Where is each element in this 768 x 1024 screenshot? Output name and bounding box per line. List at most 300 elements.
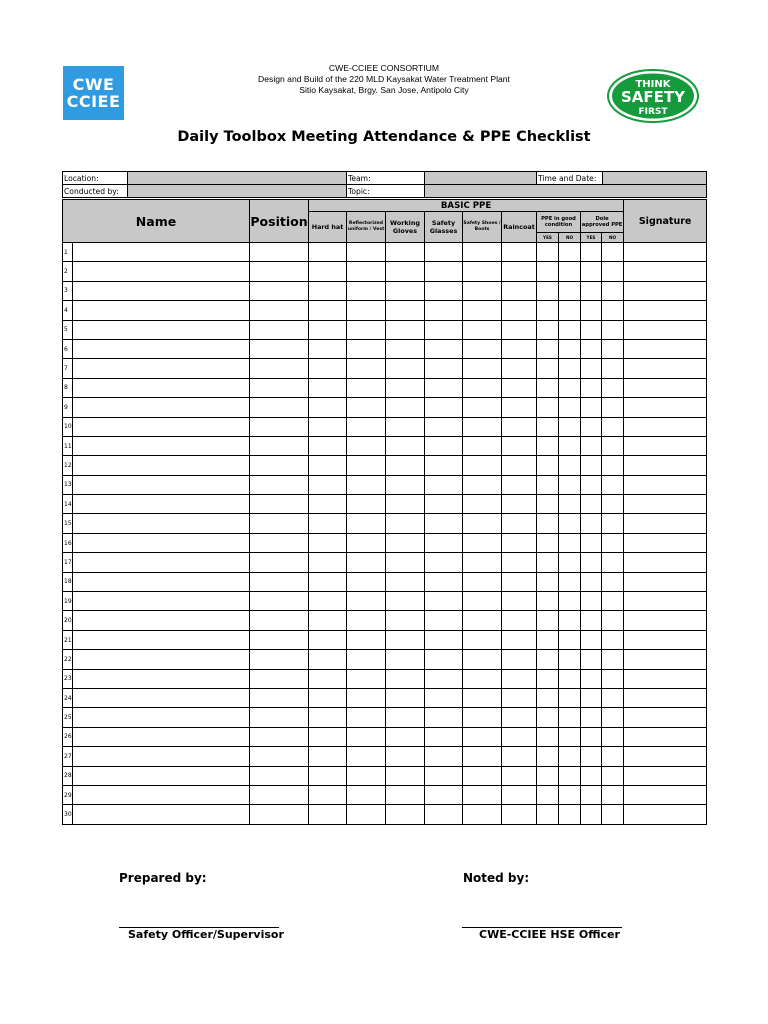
signature-cell[interactable] — [624, 766, 707, 785]
safety-glasses-cell[interactable] — [425, 359, 463, 378]
raincoat-cell[interactable] — [502, 688, 537, 707]
hard-hat-cell[interactable] — [309, 417, 347, 436]
hard-hat-cell[interactable] — [309, 611, 347, 630]
name-cell[interactable] — [73, 301, 250, 320]
position-cell[interactable] — [250, 475, 309, 494]
name-cell[interactable] — [73, 262, 250, 281]
safety-shoes-cell[interactable] — [463, 553, 502, 572]
approved-yes-cell[interactable] — [581, 281, 602, 300]
hard-hat-cell[interactable] — [309, 747, 347, 766]
approved-no-cell[interactable] — [602, 708, 624, 727]
reflectorized-cell[interactable] — [347, 688, 386, 707]
good-condition-no-cell[interactable] — [559, 378, 581, 397]
safety-glasses-cell[interactable] — [425, 398, 463, 417]
safety-shoes-cell[interactable] — [463, 378, 502, 397]
approved-no-cell[interactable] — [602, 650, 624, 669]
position-cell[interactable] — [250, 592, 309, 611]
approved-yes-cell[interactable] — [581, 650, 602, 669]
good-condition-no-cell[interactable] — [559, 359, 581, 378]
working-gloves-cell[interactable] — [386, 436, 425, 455]
position-cell[interactable] — [250, 417, 309, 436]
safety-shoes-cell[interactable] — [463, 262, 502, 281]
raincoat-cell[interactable] — [502, 630, 537, 649]
position-cell[interactable] — [250, 611, 309, 630]
approved-yes-cell[interactable] — [581, 553, 602, 572]
safety-glasses-cell[interactable] — [425, 475, 463, 494]
hard-hat-cell[interactable] — [309, 262, 347, 281]
hard-hat-cell[interactable] — [309, 630, 347, 649]
safety-glasses-cell[interactable] — [425, 378, 463, 397]
position-cell[interactable] — [250, 262, 309, 281]
approved-no-cell[interactable] — [602, 785, 624, 804]
approved-no-cell[interactable] — [602, 553, 624, 572]
safety-shoes-cell[interactable] — [463, 785, 502, 804]
working-gloves-cell[interactable] — [386, 572, 425, 591]
reflectorized-cell[interactable] — [347, 456, 386, 475]
good-condition-no-cell[interactable] — [559, 553, 581, 572]
position-cell[interactable] — [250, 669, 309, 688]
approved-yes-cell[interactable] — [581, 708, 602, 727]
name-cell[interactable] — [73, 747, 250, 766]
location-field[interactable] — [128, 172, 347, 185]
hard-hat-cell[interactable] — [309, 553, 347, 572]
good-condition-yes-cell[interactable] — [537, 514, 559, 533]
good-condition-no-cell[interactable] — [559, 495, 581, 514]
signature-cell[interactable] — [624, 747, 707, 766]
approved-no-cell[interactable] — [602, 611, 624, 630]
name-cell[interactable] — [73, 436, 250, 455]
approved-yes-cell[interactable] — [581, 262, 602, 281]
safety-shoes-cell[interactable] — [463, 475, 502, 494]
signature-cell[interactable] — [624, 592, 707, 611]
raincoat-cell[interactable] — [502, 533, 537, 552]
hard-hat-cell[interactable] — [309, 533, 347, 552]
hard-hat-cell[interactable] — [309, 650, 347, 669]
hard-hat-cell[interactable] — [309, 359, 347, 378]
working-gloves-cell[interactable] — [386, 766, 425, 785]
good-condition-yes-cell[interactable] — [537, 688, 559, 707]
hard-hat-cell[interactable] — [309, 669, 347, 688]
signature-cell[interactable] — [624, 320, 707, 339]
position-cell[interactable] — [250, 708, 309, 727]
safety-shoes-cell[interactable] — [463, 747, 502, 766]
working-gloves-cell[interactable] — [386, 747, 425, 766]
approved-yes-cell[interactable] — [581, 339, 602, 358]
working-gloves-cell[interactable] — [386, 243, 425, 262]
signature-cell[interactable] — [624, 339, 707, 358]
signature-cell[interactable] — [624, 630, 707, 649]
safety-glasses-cell[interactable] — [425, 785, 463, 804]
name-cell[interactable] — [73, 785, 250, 804]
reflectorized-cell[interactable] — [347, 378, 386, 397]
good-condition-yes-cell[interactable] — [537, 650, 559, 669]
safety-shoes-cell[interactable] — [463, 398, 502, 417]
good-condition-yes-cell[interactable] — [537, 475, 559, 494]
working-gloves-cell[interactable] — [386, 785, 425, 804]
name-cell[interactable] — [73, 669, 250, 688]
reflectorized-cell[interactable] — [347, 301, 386, 320]
position-cell[interactable] — [250, 688, 309, 707]
hard-hat-cell[interactable] — [309, 572, 347, 591]
name-cell[interactable] — [73, 339, 250, 358]
position-cell[interactable] — [250, 320, 309, 339]
reflectorized-cell[interactable] — [347, 611, 386, 630]
raincoat-cell[interactable] — [502, 359, 537, 378]
reflectorized-cell[interactable] — [347, 281, 386, 300]
good-condition-no-cell[interactable] — [559, 572, 581, 591]
position-cell[interactable] — [250, 533, 309, 552]
signature-cell[interactable] — [624, 456, 707, 475]
good-condition-yes-cell[interactable] — [537, 339, 559, 358]
good-condition-yes-cell[interactable] — [537, 553, 559, 572]
hard-hat-cell[interactable] — [309, 436, 347, 455]
position-cell[interactable] — [250, 339, 309, 358]
good-condition-yes-cell[interactable] — [537, 805, 559, 824]
good-condition-no-cell[interactable] — [559, 766, 581, 785]
good-condition-no-cell[interactable] — [559, 262, 581, 281]
good-condition-yes-cell[interactable] — [537, 417, 559, 436]
name-cell[interactable] — [73, 281, 250, 300]
approved-yes-cell[interactable] — [581, 417, 602, 436]
approved-yes-cell[interactable] — [581, 785, 602, 804]
good-condition-no-cell[interactable] — [559, 339, 581, 358]
signature-cell[interactable] — [624, 805, 707, 824]
approved-yes-cell[interactable] — [581, 805, 602, 824]
reflectorized-cell[interactable] — [347, 766, 386, 785]
approved-yes-cell[interactable] — [581, 630, 602, 649]
signature-cell[interactable] — [624, 669, 707, 688]
raincoat-cell[interactable] — [502, 456, 537, 475]
good-condition-no-cell[interactable] — [559, 281, 581, 300]
position-cell[interactable] — [250, 514, 309, 533]
good-condition-yes-cell[interactable] — [537, 727, 559, 746]
good-condition-yes-cell[interactable] — [537, 320, 559, 339]
safety-glasses-cell[interactable] — [425, 708, 463, 727]
hard-hat-cell[interactable] — [309, 243, 347, 262]
position-cell[interactable] — [250, 398, 309, 417]
position-cell[interactable] — [250, 650, 309, 669]
good-condition-yes-cell[interactable] — [537, 630, 559, 649]
name-cell[interactable] — [73, 398, 250, 417]
safety-shoes-cell[interactable] — [463, 243, 502, 262]
position-cell[interactable] — [250, 359, 309, 378]
approved-yes-cell[interactable] — [581, 611, 602, 630]
safety-glasses-cell[interactable] — [425, 669, 463, 688]
reflectorized-cell[interactable] — [347, 436, 386, 455]
reflectorized-cell[interactable] — [347, 533, 386, 552]
hard-hat-cell[interactable] — [309, 708, 347, 727]
approved-yes-cell[interactable] — [581, 688, 602, 707]
reflectorized-cell[interactable] — [347, 514, 386, 533]
working-gloves-cell[interactable] — [386, 630, 425, 649]
hard-hat-cell[interactable] — [309, 514, 347, 533]
hard-hat-cell[interactable] — [309, 727, 347, 746]
working-gloves-cell[interactable] — [386, 262, 425, 281]
working-gloves-cell[interactable] — [386, 378, 425, 397]
safety-glasses-cell[interactable] — [425, 533, 463, 552]
approved-yes-cell[interactable] — [581, 495, 602, 514]
good-condition-no-cell[interactable] — [559, 320, 581, 339]
position-cell[interactable] — [250, 553, 309, 572]
safety-shoes-cell[interactable] — [463, 630, 502, 649]
safety-glasses-cell[interactable] — [425, 805, 463, 824]
safety-shoes-cell[interactable] — [463, 592, 502, 611]
reflectorized-cell[interactable] — [347, 495, 386, 514]
good-condition-yes-cell[interactable] — [537, 708, 559, 727]
working-gloves-cell[interactable] — [386, 533, 425, 552]
name-cell[interactable] — [73, 417, 250, 436]
safety-glasses-cell[interactable] — [425, 630, 463, 649]
safety-glasses-cell[interactable] — [425, 320, 463, 339]
signature-cell[interactable] — [624, 708, 707, 727]
reflectorized-cell[interactable] — [347, 805, 386, 824]
raincoat-cell[interactable] — [502, 436, 537, 455]
reflectorized-cell[interactable] — [347, 553, 386, 572]
working-gloves-cell[interactable] — [386, 727, 425, 746]
approved-no-cell[interactable] — [602, 417, 624, 436]
hard-hat-cell[interactable] — [309, 378, 347, 397]
raincoat-cell[interactable] — [502, 766, 537, 785]
working-gloves-cell[interactable] — [386, 456, 425, 475]
reflectorized-cell[interactable] — [347, 747, 386, 766]
safety-shoes-cell[interactable] — [463, 611, 502, 630]
approved-no-cell[interactable] — [602, 572, 624, 591]
good-condition-yes-cell[interactable] — [537, 378, 559, 397]
safety-shoes-cell[interactable] — [463, 281, 502, 300]
name-cell[interactable] — [73, 456, 250, 475]
signature-cell[interactable] — [624, 611, 707, 630]
name-cell[interactable] — [73, 243, 250, 262]
signature-cell[interactable] — [624, 572, 707, 591]
working-gloves-cell[interactable] — [386, 475, 425, 494]
approved-yes-cell[interactable] — [581, 359, 602, 378]
name-cell[interactable] — [73, 766, 250, 785]
approved-no-cell[interactable] — [602, 533, 624, 552]
signature-cell[interactable] — [624, 553, 707, 572]
good-condition-yes-cell[interactable] — [537, 747, 559, 766]
safety-glasses-cell[interactable] — [425, 339, 463, 358]
approved-no-cell[interactable] — [602, 359, 624, 378]
good-condition-no-cell[interactable] — [559, 243, 581, 262]
reflectorized-cell[interactable] — [347, 630, 386, 649]
raincoat-cell[interactable] — [502, 262, 537, 281]
approved-yes-cell[interactable] — [581, 727, 602, 746]
safety-shoes-cell[interactable] — [463, 436, 502, 455]
working-gloves-cell[interactable] — [386, 688, 425, 707]
signature-cell[interactable] — [624, 727, 707, 746]
safety-glasses-cell[interactable] — [425, 766, 463, 785]
safety-shoes-cell[interactable] — [463, 805, 502, 824]
signature-cell[interactable] — [624, 533, 707, 552]
name-cell[interactable] — [73, 320, 250, 339]
working-gloves-cell[interactable] — [386, 398, 425, 417]
name-cell[interactable] — [73, 592, 250, 611]
good-condition-no-cell[interactable] — [559, 436, 581, 455]
good-condition-yes-cell[interactable] — [537, 243, 559, 262]
reflectorized-cell[interactable] — [347, 592, 386, 611]
safety-glasses-cell[interactable] — [425, 747, 463, 766]
name-cell[interactable] — [73, 475, 250, 494]
raincoat-cell[interactable] — [502, 398, 537, 417]
good-condition-no-cell[interactable] — [559, 398, 581, 417]
reflectorized-cell[interactable] — [347, 262, 386, 281]
position-cell[interactable] — [250, 301, 309, 320]
safety-shoes-cell[interactable] — [463, 514, 502, 533]
safety-shoes-cell[interactable] — [463, 301, 502, 320]
approved-yes-cell[interactable] — [581, 514, 602, 533]
hard-hat-cell[interactable] — [309, 301, 347, 320]
hard-hat-cell[interactable] — [309, 339, 347, 358]
approved-no-cell[interactable] — [602, 378, 624, 397]
reflectorized-cell[interactable] — [347, 339, 386, 358]
hard-hat-cell[interactable] — [309, 398, 347, 417]
good-condition-no-cell[interactable] — [559, 708, 581, 727]
approved-yes-cell[interactable] — [581, 747, 602, 766]
approved-no-cell[interactable] — [602, 398, 624, 417]
safety-shoes-cell[interactable] — [463, 688, 502, 707]
raincoat-cell[interactable] — [502, 339, 537, 358]
position-cell[interactable] — [250, 378, 309, 397]
approved-no-cell[interactable] — [602, 320, 624, 339]
working-gloves-cell[interactable] — [386, 339, 425, 358]
good-condition-no-cell[interactable] — [559, 747, 581, 766]
safety-shoes-cell[interactable] — [463, 708, 502, 727]
position-cell[interactable] — [250, 630, 309, 649]
good-condition-yes-cell[interactable] — [537, 533, 559, 552]
approved-yes-cell[interactable] — [581, 301, 602, 320]
position-cell[interactable] — [250, 727, 309, 746]
raincoat-cell[interactable] — [502, 475, 537, 494]
approved-yes-cell[interactable] — [581, 533, 602, 552]
good-condition-no-cell[interactable] — [559, 417, 581, 436]
safety-glasses-cell[interactable] — [425, 495, 463, 514]
name-cell[interactable] — [73, 805, 250, 824]
raincoat-cell[interactable] — [502, 785, 537, 804]
safety-shoes-cell[interactable] — [463, 359, 502, 378]
hard-hat-cell[interactable] — [309, 281, 347, 300]
working-gloves-cell[interactable] — [386, 650, 425, 669]
safety-shoes-cell[interactable] — [463, 572, 502, 591]
approved-yes-cell[interactable] — [581, 320, 602, 339]
good-condition-no-cell[interactable] — [559, 301, 581, 320]
safety-shoes-cell[interactable] — [463, 339, 502, 358]
good-condition-no-cell[interactable] — [559, 727, 581, 746]
name-cell[interactable] — [73, 533, 250, 552]
safety-glasses-cell[interactable] — [425, 301, 463, 320]
safety-shoes-cell[interactable] — [463, 456, 502, 475]
good-condition-no-cell[interactable] — [559, 785, 581, 804]
good-condition-yes-cell[interactable] — [537, 359, 559, 378]
approved-no-cell[interactable] — [602, 766, 624, 785]
signature-cell[interactable] — [624, 475, 707, 494]
good-condition-yes-cell[interactable] — [537, 592, 559, 611]
signature-cell[interactable] — [624, 436, 707, 455]
approved-no-cell[interactable] — [602, 630, 624, 649]
good-condition-yes-cell[interactable] — [537, 669, 559, 688]
name-cell[interactable] — [73, 553, 250, 572]
working-gloves-cell[interactable] — [386, 359, 425, 378]
working-gloves-cell[interactable] — [386, 514, 425, 533]
position-cell[interactable] — [250, 805, 309, 824]
reflectorized-cell[interactable] — [347, 320, 386, 339]
name-cell[interactable] — [73, 688, 250, 707]
working-gloves-cell[interactable] — [386, 611, 425, 630]
reflectorized-cell[interactable] — [347, 669, 386, 688]
good-condition-yes-cell[interactable] — [537, 456, 559, 475]
approved-yes-cell[interactable] — [581, 766, 602, 785]
working-gloves-cell[interactable] — [386, 592, 425, 611]
reflectorized-cell[interactable] — [347, 359, 386, 378]
approved-yes-cell[interactable] — [581, 669, 602, 688]
safety-glasses-cell[interactable] — [425, 727, 463, 746]
hard-hat-cell[interactable] — [309, 456, 347, 475]
reflectorized-cell[interactable] — [347, 243, 386, 262]
name-cell[interactable] — [73, 708, 250, 727]
reflectorized-cell[interactable] — [347, 708, 386, 727]
signature-cell[interactable] — [624, 378, 707, 397]
approved-yes-cell[interactable] — [581, 436, 602, 455]
raincoat-cell[interactable] — [502, 514, 537, 533]
approved-no-cell[interactable] — [602, 339, 624, 358]
reflectorized-cell[interactable] — [347, 727, 386, 746]
good-condition-yes-cell[interactable] — [537, 398, 559, 417]
raincoat-cell[interactable] — [502, 669, 537, 688]
raincoat-cell[interactable] — [502, 301, 537, 320]
safety-glasses-cell[interactable] — [425, 650, 463, 669]
signature-cell[interactable] — [624, 417, 707, 436]
approved-no-cell[interactable] — [602, 747, 624, 766]
hard-hat-cell[interactable] — [309, 785, 347, 804]
position-cell[interactable] — [250, 766, 309, 785]
safety-glasses-cell[interactable] — [425, 243, 463, 262]
good-condition-yes-cell[interactable] — [537, 301, 559, 320]
name-cell[interactable] — [73, 727, 250, 746]
good-condition-no-cell[interactable] — [559, 475, 581, 494]
good-condition-no-cell[interactable] — [559, 805, 581, 824]
safety-glasses-cell[interactable] — [425, 262, 463, 281]
reflectorized-cell[interactable] — [347, 398, 386, 417]
signature-cell[interactable] — [624, 243, 707, 262]
hard-hat-cell[interactable] — [309, 475, 347, 494]
safety-shoes-cell[interactable] — [463, 766, 502, 785]
name-cell[interactable] — [73, 359, 250, 378]
hard-hat-cell[interactable] — [309, 805, 347, 824]
approved-yes-cell[interactable] — [581, 475, 602, 494]
reflectorized-cell[interactable] — [347, 785, 386, 804]
good-condition-no-cell[interactable] — [559, 630, 581, 649]
good-condition-yes-cell[interactable] — [537, 281, 559, 300]
raincoat-cell[interactable] — [502, 572, 537, 591]
working-gloves-cell[interactable] — [386, 320, 425, 339]
good-condition-yes-cell[interactable] — [537, 436, 559, 455]
approved-no-cell[interactable] — [602, 301, 624, 320]
good-condition-yes-cell[interactable] — [537, 611, 559, 630]
hard-hat-cell[interactable] — [309, 592, 347, 611]
approved-no-cell[interactable] — [602, 495, 624, 514]
approved-no-cell[interactable] — [602, 436, 624, 455]
signature-cell[interactable] — [624, 281, 707, 300]
raincoat-cell[interactable] — [502, 727, 537, 746]
good-condition-no-cell[interactable] — [559, 456, 581, 475]
raincoat-cell[interactable] — [502, 553, 537, 572]
name-cell[interactable] — [73, 514, 250, 533]
good-condition-yes-cell[interactable] — [537, 262, 559, 281]
position-cell[interactable] — [250, 281, 309, 300]
good-condition-no-cell[interactable] — [559, 650, 581, 669]
reflectorized-cell[interactable] — [347, 572, 386, 591]
signature-cell[interactable] — [624, 398, 707, 417]
time-date-field[interactable] — [603, 172, 707, 185]
